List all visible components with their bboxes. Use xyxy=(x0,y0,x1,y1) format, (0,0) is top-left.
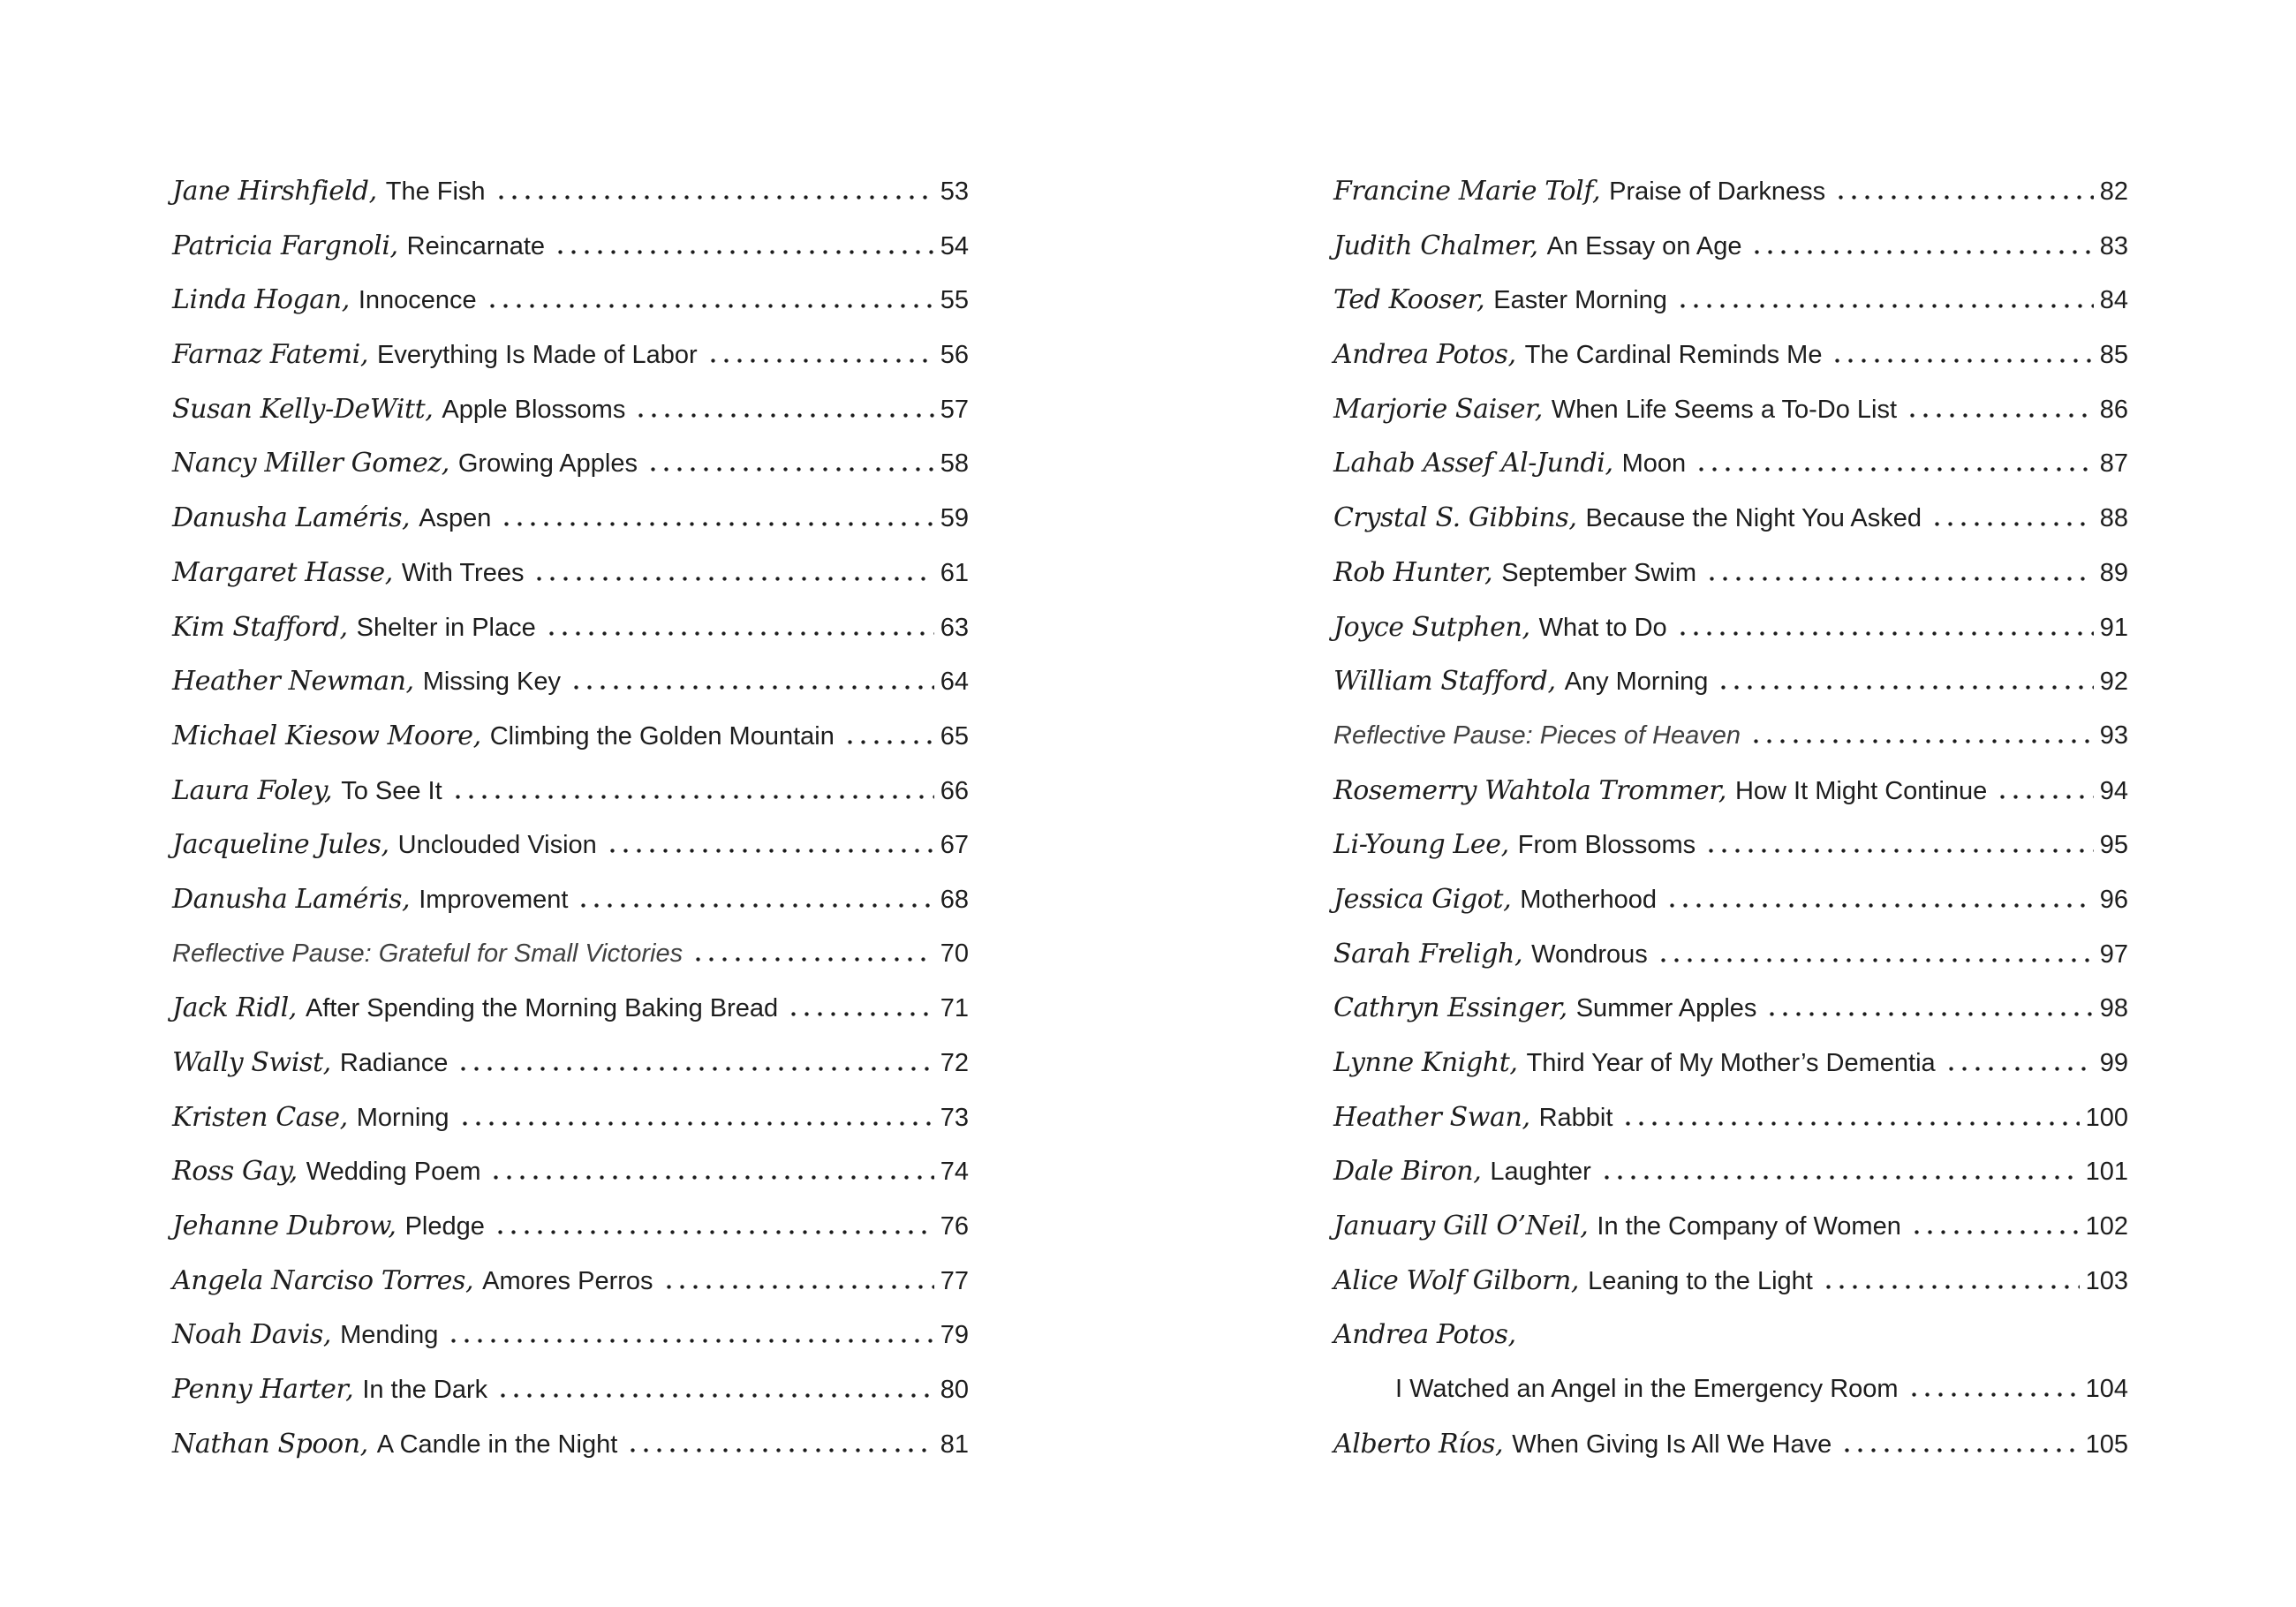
toc-page-number: 81 xyxy=(940,1430,969,1459)
dot-leader xyxy=(1749,739,2094,743)
toc-title: Mending xyxy=(340,1321,439,1350)
dot-leader xyxy=(606,849,934,853)
toc-column-right xyxy=(1333,164,2128,1472)
toc-author: Danusha Laméris, xyxy=(172,883,411,915)
toc-author: Lahab Assef Al-Jundi, xyxy=(1333,448,1613,479)
toc-entry xyxy=(172,436,969,491)
toc-title: Apple Blossoms xyxy=(442,395,626,424)
toc-entry xyxy=(1333,1254,2128,1309)
dot-leader xyxy=(570,685,934,690)
toc-page-number: 101 xyxy=(2085,1158,2128,1187)
toc-page-number: 80 xyxy=(940,1376,969,1405)
toc-page-number: 71 xyxy=(940,994,969,1023)
toc-page-number: 102 xyxy=(2085,1212,2128,1241)
toc-entry xyxy=(1333,872,2128,927)
toc-page-number: 82 xyxy=(2099,177,2128,206)
toc-title: Wondrous xyxy=(1531,939,1648,969)
toc-entry xyxy=(172,818,969,872)
toc-title: The Cardinal Reminds Me xyxy=(1524,341,1823,370)
toc-entry xyxy=(172,709,969,764)
toc-author: Laura Foley, xyxy=(172,774,333,806)
toc-entry xyxy=(1333,1199,2128,1254)
toc-page-number: 54 xyxy=(940,231,969,260)
toc-author: Margaret Hasse, xyxy=(172,556,393,588)
toc-author: Francine Marie Tolf, xyxy=(1333,176,1601,207)
toc-page-number: 73 xyxy=(940,1103,969,1132)
toc-title: I Watched an Angel in the Emergency Room xyxy=(1395,1375,1899,1404)
toc-entry xyxy=(172,600,969,655)
dot-leader xyxy=(545,631,934,636)
toc-title: Morning xyxy=(356,1103,449,1132)
toc-title: Innocence xyxy=(358,286,477,315)
toc-title: Laughter xyxy=(1490,1158,1591,1187)
toc-title: Growing Apples xyxy=(457,449,638,479)
toc-author: Penny Harter, xyxy=(172,1374,354,1406)
dot-leader xyxy=(1945,1067,2094,1071)
toc-page-number: 100 xyxy=(2085,1103,2128,1132)
toc-entry xyxy=(172,164,969,219)
toc-title: Unclouded Vision xyxy=(397,831,597,860)
toc-title: A Candle in the Night xyxy=(376,1430,618,1459)
toc-title: Climbing the Golden Mountain xyxy=(489,721,835,751)
dot-leader xyxy=(1665,903,2094,908)
toc-page-number: 86 xyxy=(2099,395,2128,424)
toc-entry xyxy=(1333,927,2128,982)
dot-leader xyxy=(634,413,933,418)
dot-leader xyxy=(451,795,934,799)
toc-page-number: 83 xyxy=(2099,231,2128,260)
toc-entry xyxy=(1333,709,2128,764)
dot-leader xyxy=(646,467,934,472)
toc-title: Motherhood xyxy=(1520,885,1657,914)
toc-title: When Life Seems a To-Do List xyxy=(1551,395,1898,424)
toc-author: William Stafford, xyxy=(1333,666,1556,698)
toc-author: Ross Gay, xyxy=(172,1156,298,1188)
toc-title: Everything Is Made of Labor xyxy=(377,341,698,370)
toc-page-number: 77 xyxy=(940,1266,969,1295)
dot-leader xyxy=(1930,522,2094,526)
dot-leader xyxy=(1621,1121,2079,1126)
toc-page-number: 65 xyxy=(940,721,969,751)
toc-page-number: 103 xyxy=(2085,1266,2128,1295)
toc-page-number: 53 xyxy=(940,177,969,206)
toc-title: How It Might Continue xyxy=(1734,776,1988,805)
dot-leader xyxy=(662,1285,934,1289)
toc-page-number: 66 xyxy=(940,776,969,805)
toc-author: Marjorie Saiser, xyxy=(1333,393,1543,425)
toc-title: Leaning to the Light xyxy=(1588,1266,1813,1295)
toc-title: To See It xyxy=(341,776,442,805)
toc-entry xyxy=(172,546,969,600)
toc-page-number: 99 xyxy=(2099,1049,2128,1077)
dot-leader xyxy=(1910,1230,2080,1234)
dot-leader xyxy=(1704,849,2094,853)
toc-title: When Giving Is All We Have xyxy=(1512,1430,1832,1459)
toc-author: Alberto Ríos, xyxy=(1333,1428,1504,1460)
toc-entry xyxy=(1333,818,2128,872)
toc-entry xyxy=(1333,1036,2128,1090)
toc-page-number: 74 xyxy=(940,1158,969,1187)
toc-column-left xyxy=(172,164,969,1472)
toc-page-number: 84 xyxy=(2099,286,2128,315)
toc-page-number: 64 xyxy=(940,668,969,697)
dot-leader xyxy=(1840,1448,2079,1452)
dot-leader xyxy=(486,304,934,308)
toc-page-number: 76 xyxy=(940,1212,969,1241)
toc-title: From Blossoms xyxy=(1517,831,1696,860)
toc-page-number: 63 xyxy=(940,613,969,642)
toc-title: Missing Key xyxy=(422,668,562,697)
dot-leader xyxy=(1907,1392,2080,1397)
toc-author: Rob Hunter, xyxy=(1333,556,1493,588)
toc-entry xyxy=(1333,1417,2128,1472)
dot-leader xyxy=(1695,467,2094,472)
toc-page-number: 58 xyxy=(940,449,969,479)
toc-page-number: 79 xyxy=(940,1321,969,1350)
toc-page-number: 92 xyxy=(2099,668,2128,697)
toc-entry xyxy=(172,1308,969,1362)
toc-author: Dale Biron, xyxy=(1333,1156,1482,1188)
toc-page-number: 59 xyxy=(940,504,969,533)
toc-title: Because the Night You Asked xyxy=(1585,504,1922,533)
toc-author: Danusha Laméris, xyxy=(172,502,411,534)
toc-author: Jessica Gigot, xyxy=(1333,883,1512,915)
toc-entry xyxy=(1333,764,2128,819)
toc-title: Easter Morning xyxy=(1493,286,1667,315)
toc-page-number: 57 xyxy=(940,395,969,424)
toc-author: Jacqueline Jules, xyxy=(172,829,389,861)
dot-leader xyxy=(532,577,933,581)
dot-leader xyxy=(706,358,934,363)
toc-entry xyxy=(1333,1144,2128,1199)
toc-author: Susan Kelly-DeWitt, xyxy=(172,393,434,425)
toc-entry xyxy=(172,1144,969,1199)
toc-author: Andrea Potos, xyxy=(1333,1319,1516,1351)
dot-leader xyxy=(1996,795,2093,799)
dot-leader xyxy=(458,1121,934,1126)
dot-leader xyxy=(1705,577,2094,581)
dot-leader xyxy=(1600,1175,2080,1180)
toc-title: Third Year of My Mother’s Dementia xyxy=(1526,1049,1936,1077)
dot-leader xyxy=(495,195,934,200)
toc-entry xyxy=(172,382,969,437)
toc-title: Wedding Poem xyxy=(306,1158,481,1187)
toc-title: Pledge xyxy=(404,1212,485,1241)
toc-entry xyxy=(172,1090,969,1145)
toc-author: Nancy Miller Gomez, xyxy=(172,448,449,479)
toc-page-number: 95 xyxy=(2099,831,2128,860)
toc-page-number: 96 xyxy=(2099,885,2128,914)
toc-entry xyxy=(172,1254,969,1309)
toc-entry xyxy=(1333,164,2128,219)
toc-page-number: 56 xyxy=(940,341,969,370)
toc-page-number: 89 xyxy=(2099,558,2128,587)
toc-title: Summer Apples xyxy=(1575,994,1757,1023)
toc-title: Aspen xyxy=(419,504,492,533)
toc-title: In the Company of Women xyxy=(1597,1212,1901,1241)
toc-title: With Trees xyxy=(401,558,525,587)
dot-leader xyxy=(1906,413,2094,418)
toc-page-number: 104 xyxy=(2085,1375,2128,1404)
dot-leader xyxy=(626,1448,933,1452)
toc-entry xyxy=(172,927,969,982)
toc-entry xyxy=(1333,1308,2128,1362)
dot-leader xyxy=(496,1393,934,1398)
toc-author: Patricia Fargnoli, xyxy=(172,230,398,261)
dot-leader xyxy=(1822,1285,2080,1289)
toc-author: Jehanne Dubrow, xyxy=(172,1211,397,1242)
toc-entry xyxy=(1333,1090,2128,1145)
toc-section-label: Reflective Pause: Pieces of Heaven xyxy=(1333,721,1741,750)
toc-title: In the Dark xyxy=(362,1376,488,1405)
toc-author: Joyce Sutphen, xyxy=(1333,611,1530,643)
toc-page-number: 68 xyxy=(940,885,969,914)
toc-page-number: 87 xyxy=(2099,449,2128,479)
toc-entry xyxy=(172,1199,969,1254)
toc-entry xyxy=(172,764,969,819)
toc-author: Angela Narciso Torres, xyxy=(172,1264,474,1296)
toc-author: Nathan Spoon, xyxy=(172,1428,368,1460)
toc-title: Praise of Darkness xyxy=(1609,177,1826,206)
toc-author: Lynne Knight, xyxy=(1333,1047,1518,1078)
toc-entry xyxy=(172,328,969,382)
toc-entry xyxy=(172,491,969,546)
toc-page-number: 97 xyxy=(2099,939,2128,969)
toc-author: Heather Newman, xyxy=(172,666,414,698)
toc-title: September Swim xyxy=(1501,558,1696,587)
toc-author: Linda Hogan, xyxy=(172,284,350,316)
toc-page-number: 88 xyxy=(2099,504,2128,533)
dot-leader xyxy=(1717,685,2093,690)
dot-leader xyxy=(554,250,934,254)
toc-section-label: Reflective Pause: Grateful for Small Victories xyxy=(172,939,684,968)
toc-title: Radiance xyxy=(339,1049,449,1077)
dot-leader xyxy=(843,740,934,744)
toc-page-number: 91 xyxy=(2099,613,2128,642)
dot-leader xyxy=(691,957,934,962)
toc-entry xyxy=(1333,981,2128,1036)
toc-entry xyxy=(1333,654,2128,709)
toc-entry xyxy=(1333,491,2128,546)
toc-entry xyxy=(172,981,969,1036)
toc-author: Heather Swan, xyxy=(1333,1101,1530,1133)
toc-title: An Essay on Age xyxy=(1546,231,1742,260)
toc-author: January Gill O’Neil, xyxy=(1333,1211,1589,1242)
toc-author: Sarah Freligh, xyxy=(1333,938,1523,969)
toc-title: What to Do xyxy=(1538,613,1667,642)
dot-leader xyxy=(787,1012,934,1016)
dot-leader xyxy=(1831,358,2093,363)
toc-page-number: 105 xyxy=(2085,1430,2128,1459)
dot-leader xyxy=(1676,631,2094,636)
toc-author: Li-Young Lee, xyxy=(1333,829,1509,861)
toc-page-number: 94 xyxy=(2099,776,2128,805)
toc-entry xyxy=(1333,382,2128,437)
dot-leader xyxy=(489,1175,933,1180)
dot-leader xyxy=(500,522,933,526)
dot-leader xyxy=(447,1339,933,1343)
dot-leader xyxy=(457,1067,933,1071)
dot-leader xyxy=(577,903,933,908)
toc-entry xyxy=(1333,219,2128,274)
toc-entry xyxy=(1333,328,2128,382)
toc-page-number: 98 xyxy=(2099,994,2128,1023)
toc-page-number: 55 xyxy=(940,286,969,315)
toc-entry xyxy=(172,872,969,927)
toc-page-number: 93 xyxy=(2099,721,2128,750)
dot-leader xyxy=(1657,958,2094,962)
toc-author: Michael Kiesow Moore, xyxy=(172,720,481,751)
dot-leader xyxy=(494,1230,934,1234)
toc-entry xyxy=(172,1036,969,1090)
toc-entry xyxy=(172,1362,969,1417)
toc-author: Cathryn Essinger, xyxy=(1333,992,1567,1024)
toc-entry xyxy=(172,1417,969,1472)
toc-page-number: 85 xyxy=(2099,341,2128,370)
toc-title: Moon xyxy=(1621,449,1687,479)
toc-author: Judith Chalmer, xyxy=(1333,230,1538,261)
toc-page-number: 61 xyxy=(940,558,969,587)
toc-author: Jane Hirshfield, xyxy=(172,176,377,207)
toc-entry xyxy=(172,219,969,274)
toc-title: Reincarnate xyxy=(406,231,546,260)
toc-entry xyxy=(1333,436,2128,491)
toc-author: Noah Davis, xyxy=(172,1319,332,1351)
toc-author: Rosemerry Wahtola Trommer, xyxy=(1333,774,1726,806)
toc-author: Ted Kooser, xyxy=(1333,284,1485,316)
toc-entry xyxy=(172,273,969,328)
dot-leader xyxy=(1676,304,2094,308)
dot-leader xyxy=(1750,250,2093,254)
toc-author: Kristen Case, xyxy=(172,1101,348,1133)
toc-page-number: 70 xyxy=(940,939,969,968)
toc-author: Alice Wolf Gilborn, xyxy=(1333,1264,1580,1296)
toc-title: Shelter in Place xyxy=(356,613,536,642)
toc-author: Crystal S. Gibbins, xyxy=(1333,502,1577,534)
toc-page-number: 67 xyxy=(940,831,969,860)
toc-author: Kim Stafford, xyxy=(172,611,348,643)
toc-entry xyxy=(1333,600,2128,655)
dot-leader xyxy=(1765,1012,2093,1016)
toc-entry xyxy=(172,654,969,709)
toc-entry xyxy=(1333,1362,2128,1417)
toc-author: Andrea Potos, xyxy=(1333,339,1516,371)
toc-title: Amores Perros xyxy=(482,1266,653,1295)
toc-title: Rabbit xyxy=(1538,1103,1613,1132)
toc-author: Farnaz Fatemi, xyxy=(172,339,369,371)
toc-title: After Spending the Morning Baking Bread xyxy=(305,994,779,1023)
dot-leader xyxy=(1834,195,2094,200)
toc-entry xyxy=(1333,546,2128,600)
toc-title: Any Morning xyxy=(1564,668,1709,697)
toc-title: Improvement xyxy=(419,885,569,914)
toc-entry xyxy=(1333,273,2128,328)
toc-title: The Fish xyxy=(385,177,486,206)
toc-author: Jack Ridl, xyxy=(172,992,297,1024)
toc-author: Wally Swist, xyxy=(172,1047,331,1078)
toc-page-number: 72 xyxy=(940,1049,969,1077)
